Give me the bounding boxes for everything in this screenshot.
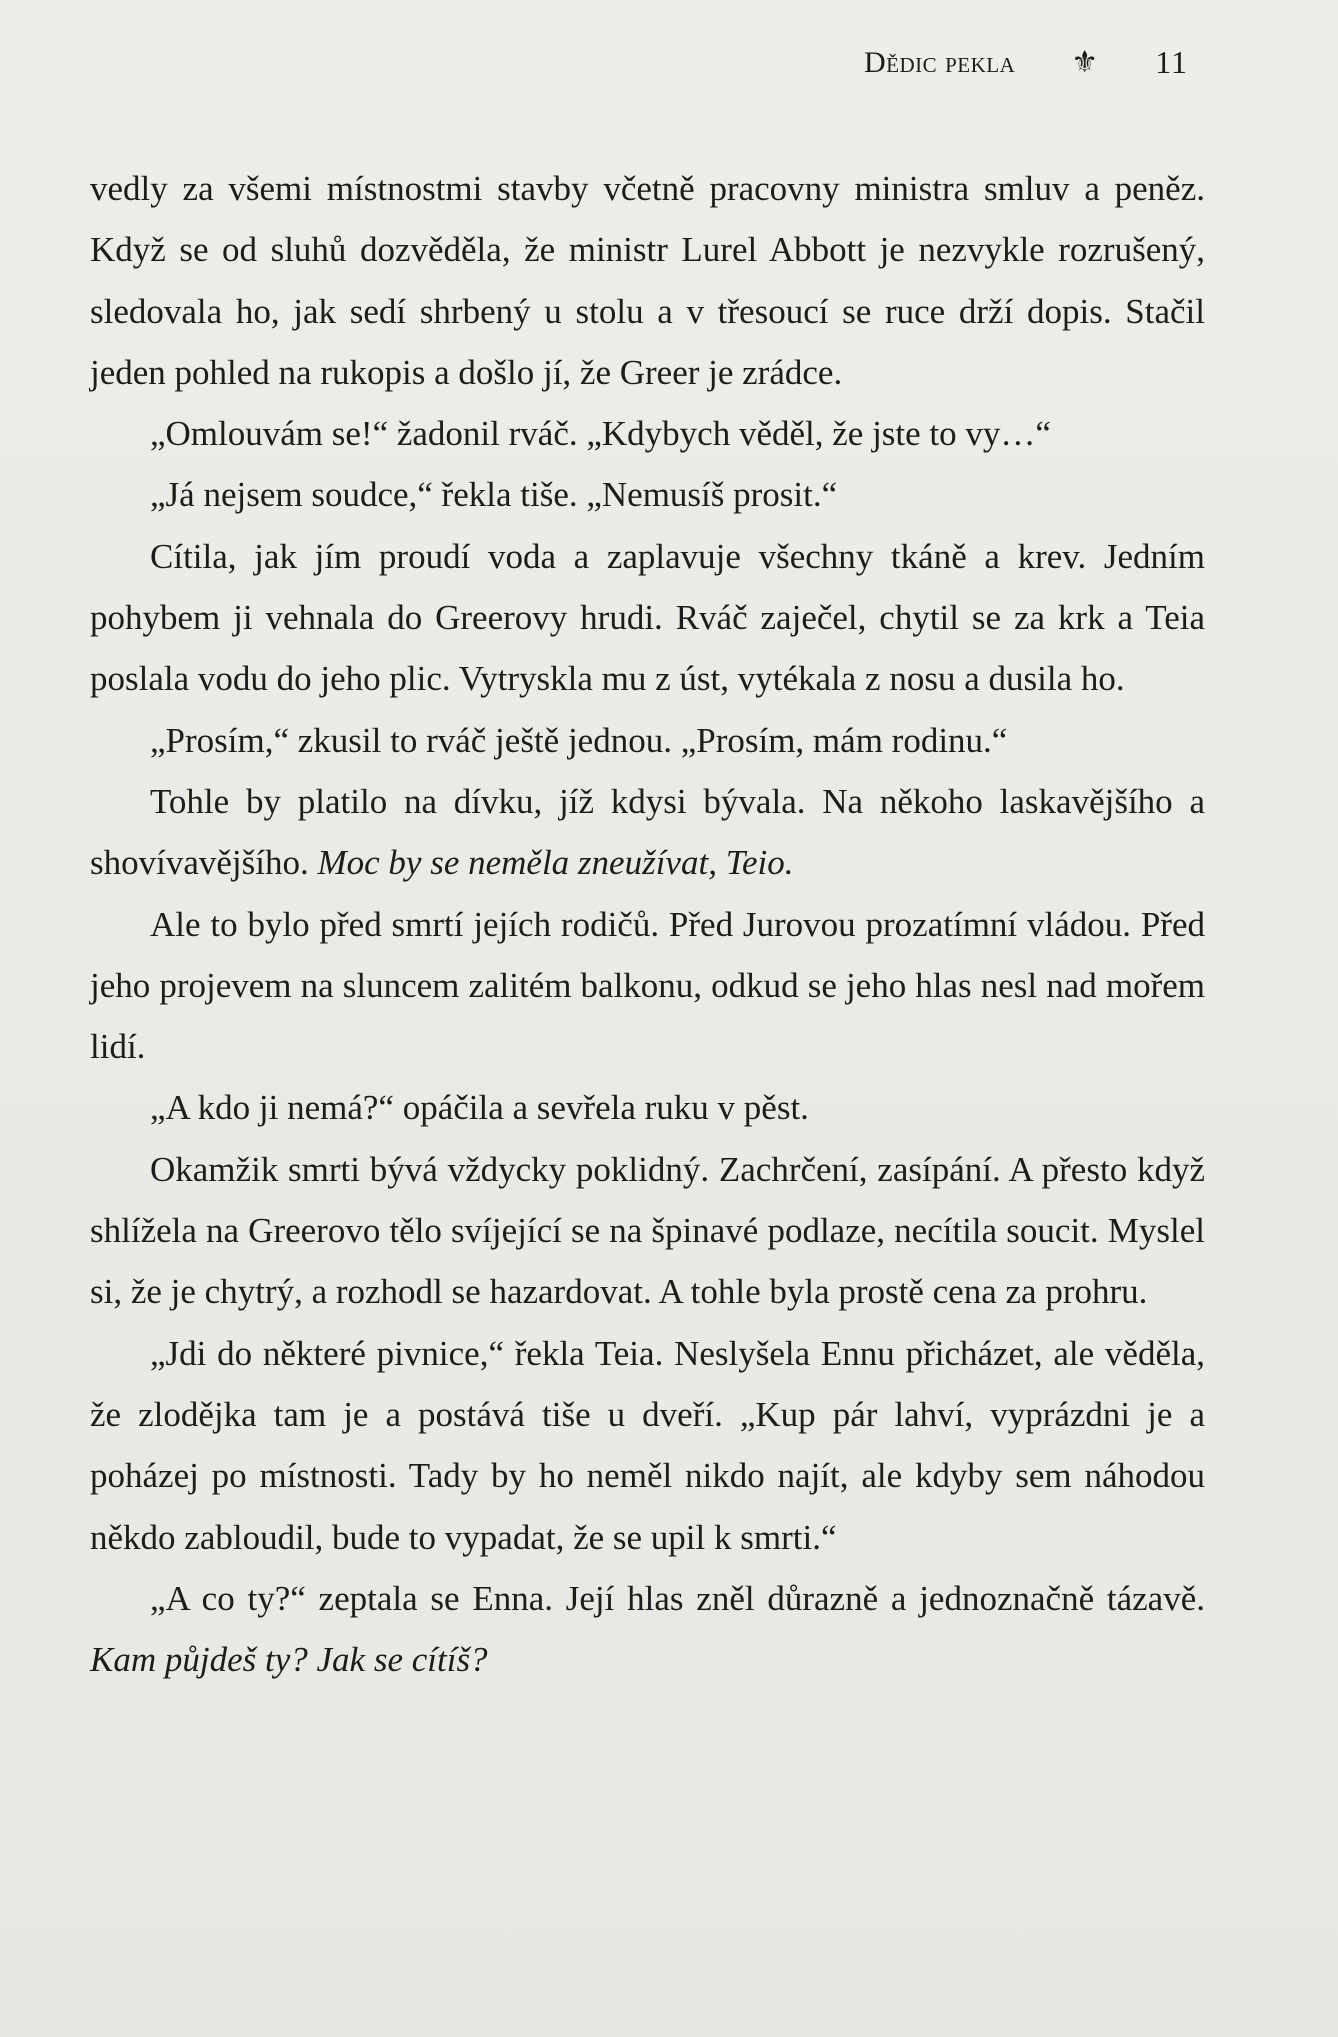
fleuron-icon: ⚜: [1071, 46, 1100, 79]
page-number: 11: [1155, 44, 1188, 80]
paragraph: vedly za všemi místnostmi stavby včetně pracovny ministra smluv a peněz. Když se od sluhů dozvěděla, že ministr Lurel Abbott je nezvykle rozrušený, sledovala ho, jak sedí shrbený u stolu a v třesoucí se ruce drží dopis. Stačil jeden pohled na rukopis a došlo jí, že Greer je zrádce.: [90, 169, 1205, 392]
paragraph: „Já nejsem soudce,“ řekla tiše. „Nemusíš prosit.“: [150, 475, 838, 515]
paragraph: Cítila, jak jím proudí voda a zaplavuje všechny tkáně a krev. Jedním pohybem ji vehnala do Greerovy hrudi. Rváč zaječel, chytil se za krk a Teia poslala vodu do jeho plic. Vytryskla mu z úst, vytékala z nosu a dusila ho.: [90, 536, 1205, 699]
paragraph: „A kdo ji nemá?“ opáčila a sevřela ruku v pěst.: [150, 1088, 809, 1128]
paragraph: Okamžik smrti bývá vždycky poklidný. Zachrčení, zasípání. A přesto když shlížela na Greerovo tělo svíjející se na špinavé podlaze, necítila soucit. Myslel si, že je chytrý, a rozhodl se hazardovat. A tohle byla prostě cena za prohru.: [90, 1149, 1205, 1312]
paragraph: Tohle by platilo na dívku, jíž kdysi bývala. Na někoho laskavějšího a shovívavějšího. Moc by se neměla zneužívat, Teio.: [90, 781, 1205, 883]
paragraph: „Prosím,“ zkusil to rváč ještě jednou. „Prosím, mám rodinu.“: [150, 720, 1008, 760]
paragraph: Ale to bylo před smrtí jejích rodičů. Před Jurovou prozatímní vládou. Před jeho projevem na sluncem zalitém balkonu, odkud se jeho hlas nesl nad mořem lidí.: [90, 904, 1205, 1067]
italic-thought: Moc by se neměla zneužívat, Teio.: [317, 843, 794, 883]
paragraph: „Jdi do některé pivnice,“ řekla Teia. Neslyšela Ennu přicházet, ale věděla, že zlodějka tam je a postává tiše u dveří. „Kup pár lahví, vyprázdni je a poházej po místnosti. Tady by ho neměl nikdo najít, ale kdyby sem náhodou někdo zabloudil, bude to vypadat, že se upil k smrti.“: [90, 1333, 1205, 1557]
running-head: [864, 44, 1188, 81]
italic-thought: Kam půjdeš ty? Jak se cítíš?: [90, 1640, 488, 1680]
paragraph: „Omlouvám se!“ žadonil rváč. „Kdybych věděl, že jste to vy…“: [150, 414, 1051, 454]
paragraph: „A co ty?“ zeptala se Enna. Její hlas zněl důrazně a jednoznačně tázavě. Kam půjdeš ty? Jak se cítíš?: [90, 1578, 1205, 1680]
body-text: [90, 158, 1205, 1690]
book-title: Dědic pekla: [863, 45, 1016, 79]
